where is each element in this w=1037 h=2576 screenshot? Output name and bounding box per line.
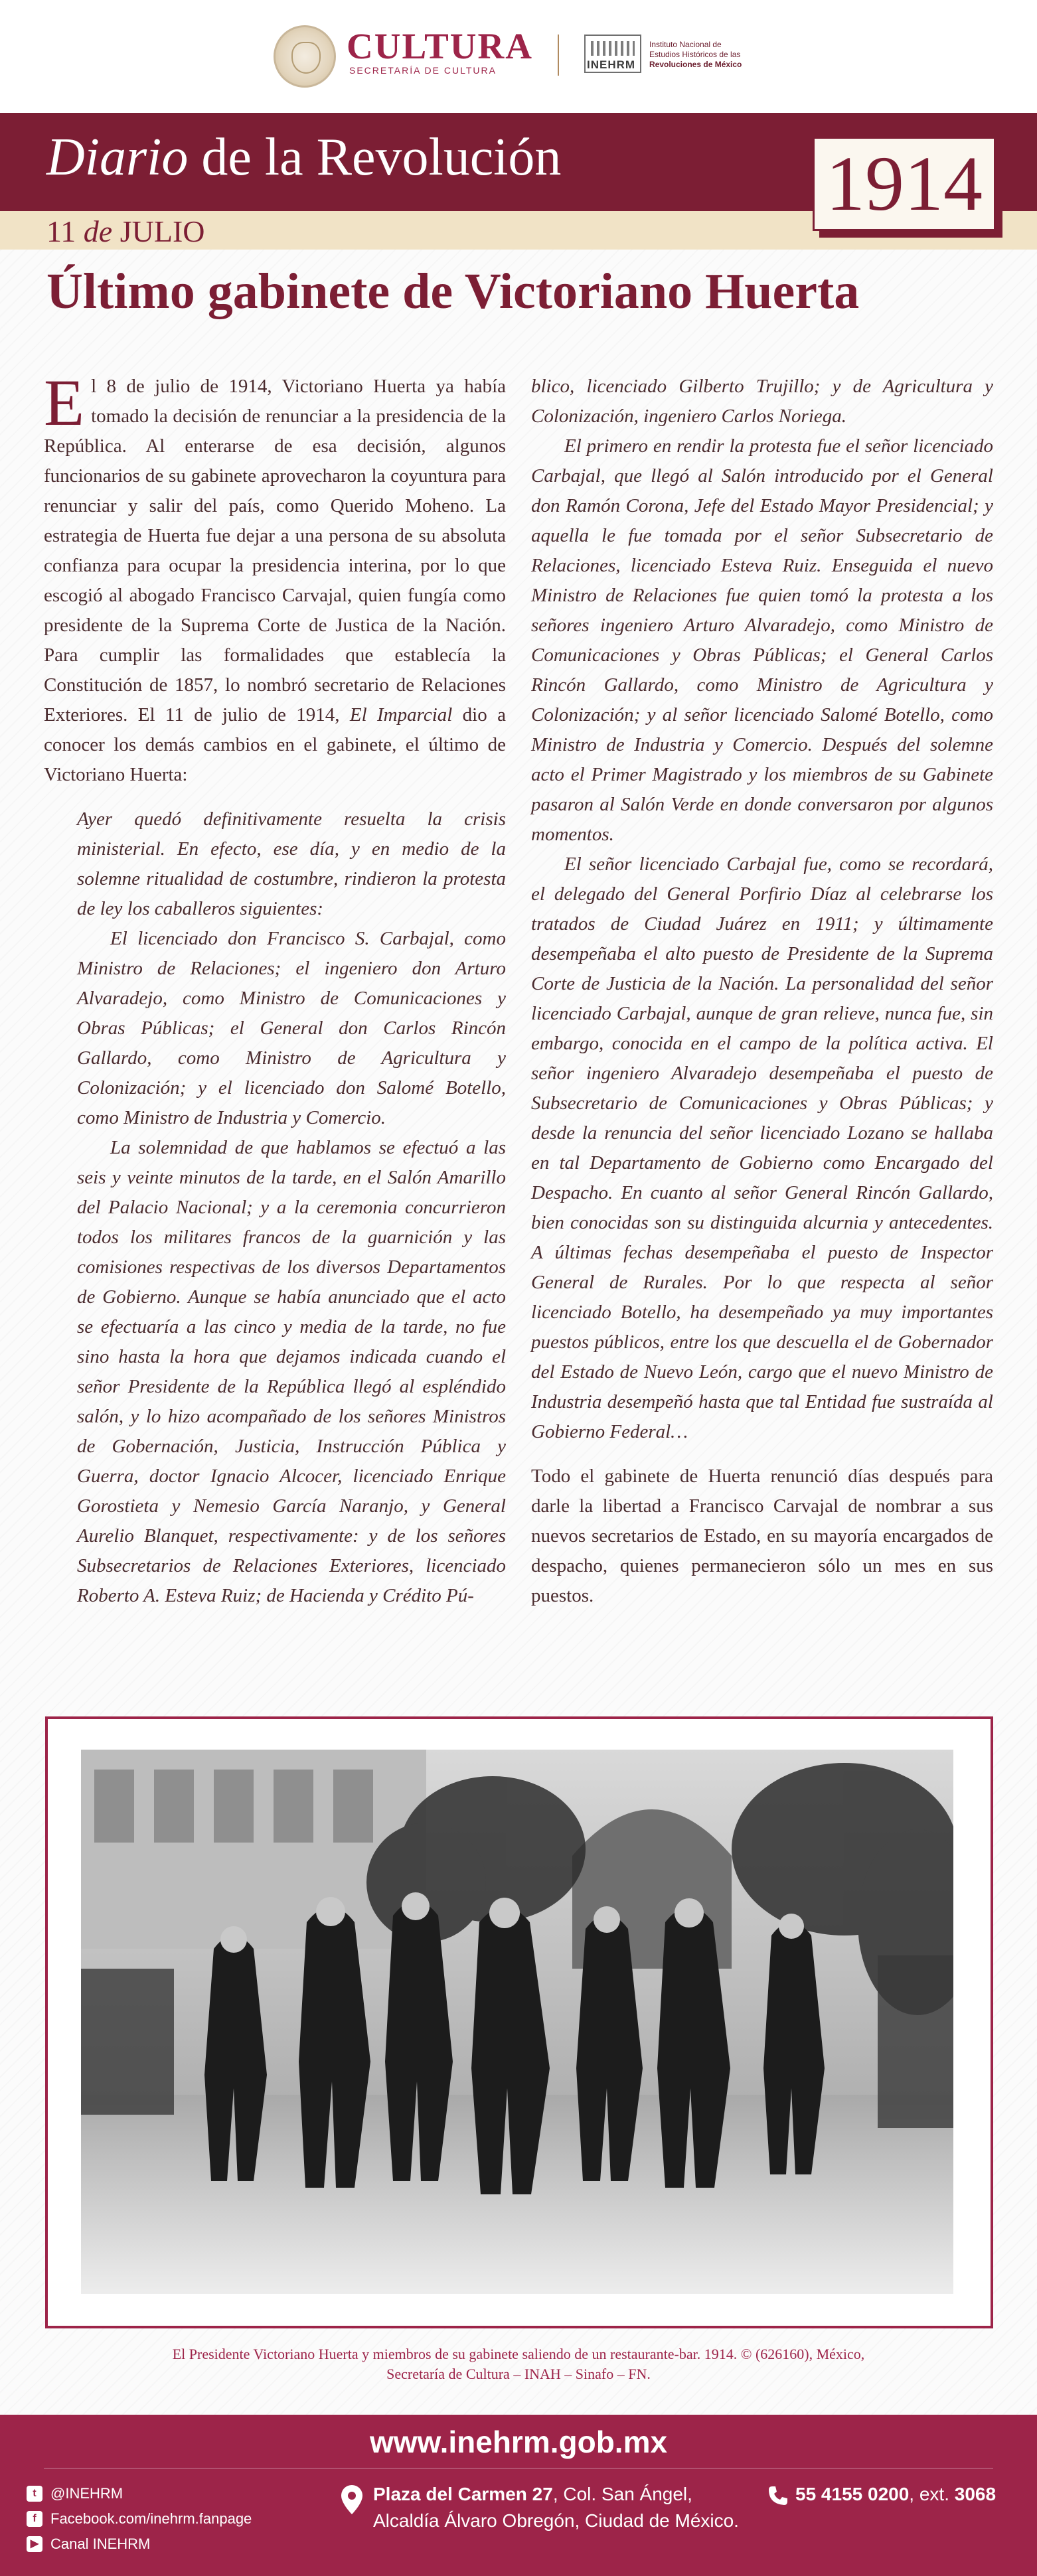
intro-text-end: dio a conocer los demás cambios en el gabinete, el último de Victoriano Huerta:: [44, 704, 506, 785]
date-day: 11: [46, 214, 76, 248]
phone-ext-label: , ext.: [909, 2484, 955, 2504]
facebook-icon: f: [27, 2511, 42, 2527]
inehrm-text-line: Estudios Históricos de las: [649, 50, 741, 59]
quote-paragraph: blico, licenciado Gilberto Trujillo; y de Agricultura y Colonización, ingeniero Carlos Noriega.: [531, 376, 993, 427]
year-label: 1914: [826, 140, 983, 227]
youtube-link[interactable]: [27, 2532, 252, 2557]
website-link[interactable]: www.inehrm.gob.mx: [369, 2425, 668, 2459]
address-neighborhood: , Col. San Ángel,: [552, 2484, 692, 2504]
twitter-handle: @INEHRM: [50, 2485, 123, 2502]
address: [373, 2481, 739, 2534]
youtube-icon: ▶: [27, 2536, 42, 2552]
article-title: Último gabinete de Victoriano Huerta: [46, 264, 860, 319]
article-left-column: [44, 366, 506, 1611]
inehrm-text-line: Revoluciones de México: [649, 60, 742, 69]
date-de: de: [83, 214, 113, 248]
inehrm-logo: INEHRM: [587, 58, 636, 71]
cultura-logo-subtitle: SECRETARÍA DE CULTURA: [349, 65, 497, 76]
inehrm-text-line: Instituto Nacional de: [649, 40, 722, 49]
phone-ext: 3068: [954, 2484, 997, 2504]
series-title-rest: de la Revolución: [188, 128, 562, 187]
date-month: JULIO: [120, 214, 205, 248]
facebook-link[interactable]: [27, 2506, 252, 2532]
cultura-logo: CULTURA: [347, 26, 533, 66]
photo-illustration: [81, 1750, 953, 2294]
location-pin-icon: [341, 2485, 362, 2514]
mexico-seal-icon: [274, 25, 336, 88]
intro-paragraph: [44, 366, 506, 790]
address-city: Alcaldía Álvaro Obregón, Ciudad de México.: [373, 2510, 739, 2531]
quote-paragraph: El primero en rendir la protesta fue el señor licenciado Carbajal, que llegó al Salón introducido por el General don Ramón Corona, Jefe del Estado Mayor Presidencial; y aquella le fue tomada por el señor Subsecretario de Relaciones, licenciado Esteva Ruiz. Enseguida el nuevo Ministro de Relaciones fue quien tomó la protesta a los señores ingeniero Arturo Alvaradejo, como Ministro de Comunicaciones y Obras Públicas; el General Carlos Rincón Gallardo, como Ministro de Agricultura y Colonización; y al señor licenciado Salomé Botello, como Ministro de Industria y Comercio. Después del solemne acto el Primer Magistrado y los miembros de su Gabinete pasaron al Salón Verde en donde conversaron por algunos momentos.: [531, 435, 993, 845]
address-street: Plaza del Carmen 27: [373, 2484, 553, 2504]
issue-date: [46, 214, 204, 249]
quote-paragraph: Ayer quedó definitivamente resuelta la crisis ministerial. En efecto, ese día, y en medio de la solemne ritualidad de costumbre, rindieron la protesta de ley los caballeros siguientes:: [77, 808, 506, 919]
caption-line: Secretaría de Cultura – INAH – Sinafo – FN.: [386, 2366, 651, 2382]
twitter-icon: t: [27, 2486, 42, 2502]
caption-line: El Presidente Victoriano Huerta y miembros de su gabinete saliendo de un restaurante-bar. 1914. © (626160), México,: [172, 2346, 865, 2362]
closing-paragraph: Todo el gabinete de Huerta renunció días después para darle la libertad a Francisco Carvajal de nombrar a sus nuevos secretarios de Estado, en su mayoría encargados de despacho, quienes permanecieron sólo un mes en sus puestos.: [531, 1466, 993, 1606]
phone-number[interactable]: [795, 2481, 996, 2508]
logo-divider: [558, 35, 559, 76]
photo-caption: [66, 2344, 971, 2384]
drop-cap: E: [44, 366, 85, 439]
historical-photo: [81, 1750, 953, 2294]
inehrm-logo-text: [649, 40, 789, 70]
series-title-italic: Diario: [46, 128, 189, 187]
quote-paragraph: El señor licenciado Carbajal fue, como se recordará, el delegado del General Porfirio Díaz al celebrarse los tratados de Ciudad Juárez en 1911; y últimamente desempeñaba el alto puesto de Presidente de la Suprema Corte de Justicia de la Nación. La personalidad del señor licenciado Carbajal, aunque de gran relieve, nunca fue, sin embargo, conocida en el campo de la política activa. El señor ingeniero Alvaradejo desempeñaba el puesto de Subsecretario de Comunicaciones y Obras Públicas; y desde la renuncia del señor licenciado Lozano se hallaba en tal Departamento de Gobierno como Encargado del Despacho. En cuanto al señor General Rincón Gallardo, bien conocidas son su distinguida alcurnia y antecedentes. A últimas fechas desempeñaba el puesto de Inspector General de Rurales. Por lo que respecta al señor licenciado Botello, ha desempeñado ya muy importantes puestos públicos, entre los que descuella el de Gobernador del Estado de Nuevo León, cargo que el nuevo Ministro de Industria desempeñó hasta que tal Entidad fue sustraída al Gobierno Federal…: [531, 854, 993, 1442]
social-links: [27, 2481, 252, 2557]
quote-paragraph: La solemnidad de que hablamos se efectuó a las seis y veinte minutos de la tarde, en el Salón Amarillo del Palacio Nacional; y a la ceremonia concurrieron todos los militares francos de la guarnición y las comisiones respectivas de los diversos Departamentos de Gobierno. Aunque se había anunciado que el acto se efectuaría a las cinco y media de la tarde, no fue sino hasta la hora que dejamos indicada cuando el señor Presidente de la República llegó al espléndido salón, y lo hizo acompañado de los señores Ministros de Gobernación, Justicia, Instrucción Pública y Guerra, doctor Ignacio Alcocer, licenciado Enrique Gorostieta y Nemesio García Naranjo, y General Aurelio Blanquet, respectivamente: y de los señores Subsecretarios de Relaciones Exteriores, licenciado Roberto A. Esteva Ruiz; de Hacienda y Crédito Pú-: [77, 1137, 506, 1606]
phone-icon: [767, 2485, 789, 2506]
phone-main: 55 4155 0200: [795, 2484, 910, 2504]
newspaper-name: El Imparcial: [349, 704, 453, 725]
quote-paragraph: El licenciado don Francisco S. Carbajal, como Ministro de Relaciones; el ingeniero don Arturo Alvaradejo, como Ministro de Comunicaciones y Obras Públicas; el General don Carlos Rincón Gallardo, como Ministro de Agricultura y Colonización; y el licenciado don Salomé Botello, como Ministro de Industria y Comercio.: [77, 928, 506, 1128]
facebook-url: Facebook.com/inehrm.fanpage: [50, 2510, 252, 2527]
article-right-column: [531, 372, 993, 1611]
series-title: [46, 127, 561, 188]
intro-text: l 8 de julio de 1914, Victoriano Huerta ya había tomado la decisión de renunciar a la presidencia de la República. Al enterarse de esa decisión, algunos funcionarios de su gabinete aprovecharon la coyuntura para renunciar y salir del país, como Querido Moheno. La estrategia de Huerta fue dejar a una persona de su absoluta confianza para ocupar la presidencia interina, por lo que escogió al abogado Francisco Carvajal, quien fungía como presidente de la Suprema Corte de Justica de la Nación. Para cumplir las formalidades que establecía la Constitución de 1857, lo nombró secretario de Relaciones Exteriores. El 11 de julio de 1914,: [44, 376, 506, 725]
twitter-link[interactable]: [27, 2481, 252, 2506]
youtube-channel: Canal INEHRM: [50, 2536, 151, 2552]
